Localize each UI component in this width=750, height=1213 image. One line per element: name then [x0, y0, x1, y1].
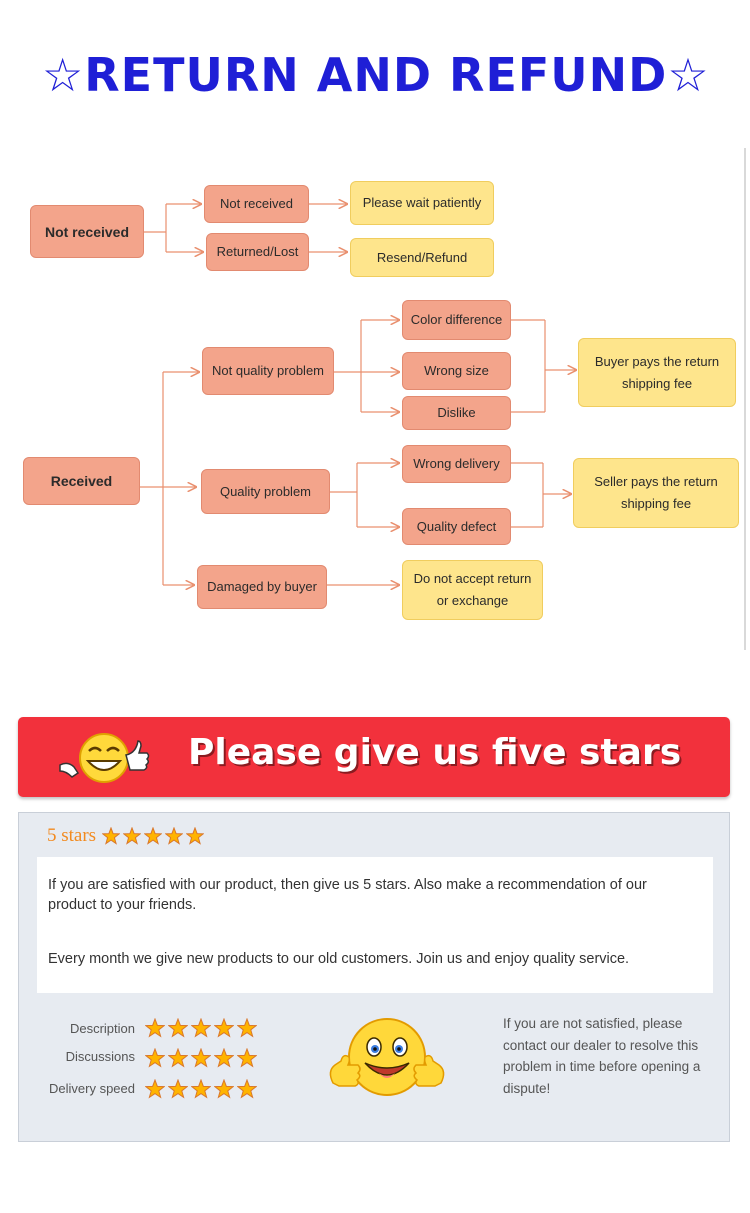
- node-please-wait: Please wait patiently: [350, 181, 494, 225]
- rating-stars-discussions: [145, 1048, 257, 1068]
- return-refund-flowchart: [0, 140, 750, 660]
- rating-stars-delivery-speed: [145, 1079, 257, 1099]
- star-icon: [237, 1079, 257, 1099]
- node-buyer-pays: Buyer pays the return shipping fee: [578, 338, 736, 407]
- rating-stars-description: [145, 1018, 257, 1038]
- five-stars-heading: [47, 823, 204, 849]
- star-icon: [144, 827, 162, 845]
- star-icon: [102, 827, 120, 845]
- star-icon: [191, 1048, 211, 1068]
- smiley-thumbs-up-icon: [56, 725, 152, 789]
- review-panel: [18, 812, 730, 1142]
- star-icon: [186, 827, 204, 845]
- message-card: [37, 857, 713, 993]
- rating-label-discussions: Discussions: [65, 1049, 135, 1064]
- star-icon: [168, 1048, 188, 1068]
- star-icon: [123, 827, 141, 845]
- node-wrong-delivery: Wrong delivery: [402, 445, 511, 483]
- satisfaction-message: If you are satisfied with our product, then give us 5 stars. Also make a recommendation of our product to your friends.: [48, 877, 647, 913]
- node-resend-refund: Resend/Refund: [350, 238, 494, 277]
- star-icon: [191, 1018, 211, 1038]
- monthly-gift-message: Every month we give new products to our old customers. Join us and enjoy quality service.: [48, 951, 630, 967]
- node-no-return: Do not accept return or exchange: [402, 560, 543, 620]
- star-icon: [237, 1048, 257, 1068]
- star-icon: [237, 1018, 257, 1038]
- edge-divider: [744, 148, 746, 650]
- node-quality-defect: Quality defect: [402, 508, 511, 545]
- node-not-received: Not received: [30, 205, 144, 258]
- star-icon: [145, 1079, 165, 1099]
- node-dislike: Dislike: [402, 396, 511, 430]
- node-returned-lost: Returned/Lost: [206, 233, 309, 271]
- star-icon: [214, 1018, 234, 1038]
- five-stars-banner: [18, 717, 730, 797]
- rating-label-delivery-speed: Delivery speed: [49, 1081, 135, 1096]
- star-icon: [214, 1079, 234, 1099]
- node-wrong-size: Wrong size: [402, 352, 511, 390]
- star-icon: [165, 827, 183, 845]
- star-icon: [214, 1048, 234, 1068]
- dispute-note: If you are not satisfied, please contact our dealer to resolve this problem in time before opening a dispute!: [503, 1016, 701, 1096]
- node-not-quality-problem: Not quality problem: [202, 347, 334, 395]
- star-icon: [145, 1048, 165, 1068]
- star-icon: [168, 1079, 188, 1099]
- node-damaged-by-buyer: Damaged by buyer: [197, 565, 327, 609]
- heading-star-row: [102, 827, 204, 845]
- node-not-received-sub: Not received: [204, 185, 309, 223]
- node-received: Received: [23, 457, 140, 505]
- star-icon: [191, 1079, 211, 1099]
- node-color-difference: Color difference: [402, 300, 511, 340]
- node-seller-pays: Seller pays the return shipping fee: [573, 458, 739, 528]
- rating-label-description: Description: [69, 1021, 135, 1036]
- node-quality-problem: Quality problem: [201, 469, 330, 514]
- star-icon: [145, 1018, 165, 1038]
- banner-title: Please give us five stars: [188, 732, 682, 773]
- smiley-thumbs-up-icon: [319, 1013, 455, 1105]
- page-title: ☆RETURN AND REFUND☆: [42, 48, 710, 102]
- stars-heading-label: 5 stars: [47, 825, 97, 846]
- star-icon: [168, 1018, 188, 1038]
